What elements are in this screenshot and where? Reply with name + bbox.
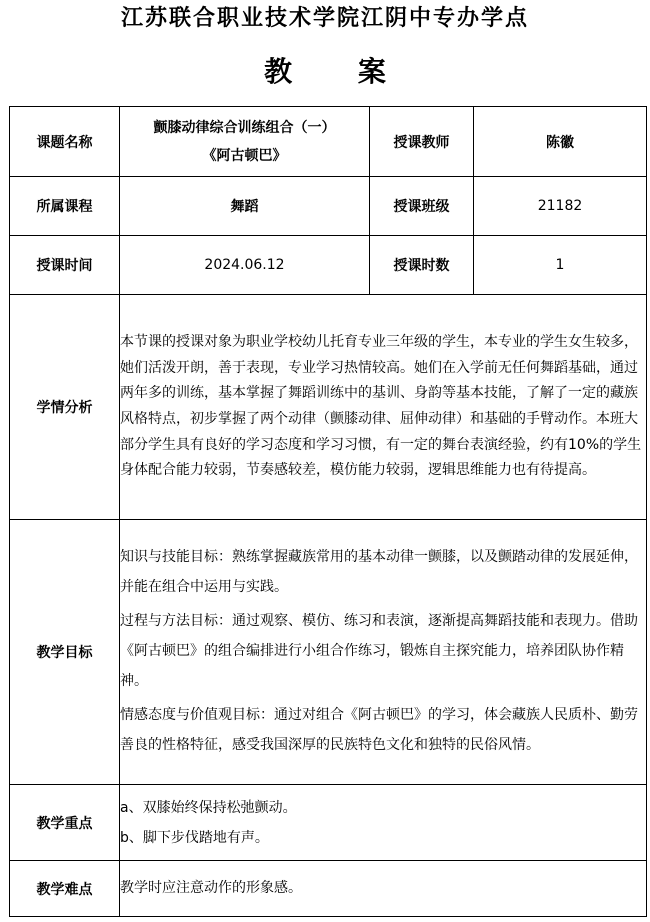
key-points-text — [120, 785, 647, 861]
table-row — [10, 295, 647, 520]
table-row — [10, 785, 647, 861]
key-point-item: a、双膝始终保持松弛颤动。 — [120, 799, 297, 816]
time-label: 授课时间 — [10, 236, 120, 295]
class-value: 21182 — [474, 177, 647, 236]
topic-label: 课题名称 — [10, 107, 120, 177]
course-value: 舞蹈 — [120, 177, 370, 236]
knowledge-objective: 知识与技能目标：熟练掌握藏族常用的基本动律一颤膝，以及颤踏动律的发展延伸，并能在组合中运用与实践。 — [120, 549, 638, 595]
analysis-text — [120, 295, 647, 520]
school-name: 江苏联合职业技术学院江阴中专办学点 — [120, 6, 529, 31]
teacher-value: 陈徽 — [474, 107, 647, 177]
emotion-objective: 情感态度与价值观目标：通过对组合《阿古顿巴》的学习，体会藏族人民质朴、勤劳善良的性格特征，感受我国深厚的民族特色文化和独特的民俗风情。 — [120, 707, 638, 753]
difficulties-text: 教学时应注意动作的形象感。 — [120, 861, 647, 917]
analysis-paragraph: 本节课的授课对象为职业学校幼儿托育专业三年级的学生，本专业的学生女生较多，她们活泼开朗，善于表现，专业学习热情较高。她们在入学前无任何舞蹈基础，通过两年多的训练，基本掌握了舞蹈训练中的基训、身韵等基本技能，了解了一定的藏族风格特点，初步掌握了两个动律（颤膝动律、屈伸动律）和基础的手臂动作。本班大部分学生具有良好的学习态度和学习习惯，有一定的舞台表演经验，约有10%的学生身体配合能力较弱，节奏感较差，模仿能力较弱，逻辑思维能力也有待提高。 — [120, 334, 642, 479]
table-row — [10, 236, 647, 295]
process-objective: 过程与方法目标：通过观察、模仿、练习和表演，逐渐提高舞蹈技能和表现力。借助《阿古顿巴》的组合编排进行小组合作练习，锻炼自主探究能力，培养团队协作精神。 — [120, 613, 638, 689]
objectives-label: 教学目标 — [10, 520, 120, 785]
document-title: 教 案 — [264, 55, 414, 88]
topic-value — [120, 107, 370, 177]
table-row — [10, 107, 647, 177]
key-points-label: 教学重点 — [10, 785, 120, 861]
hours-label: 授课时数 — [370, 236, 474, 295]
topic-line-1: 颤膝动律综合训练组合（一） — [153, 119, 336, 136]
hours-value: 1 — [474, 236, 647, 295]
key-point-item: b、脚下步伐踏地有声。 — [120, 829, 269, 846]
analysis-label: 学情分析 — [10, 295, 120, 520]
objectives-text — [120, 520, 647, 785]
lesson-plan-table — [9, 106, 647, 917]
class-label: 授课班级 — [370, 177, 474, 236]
course-label: 所属课程 — [10, 177, 120, 236]
difficulties-label: 教学难点 — [10, 861, 120, 917]
table-row — [10, 861, 647, 917]
table-row — [10, 520, 647, 785]
topic-line-2: 《阿古顿巴》 — [202, 147, 287, 164]
teacher-label: 授课教师 — [370, 107, 474, 177]
time-value: 2024.06.12 — [120, 236, 370, 295]
table-row — [10, 177, 647, 236]
